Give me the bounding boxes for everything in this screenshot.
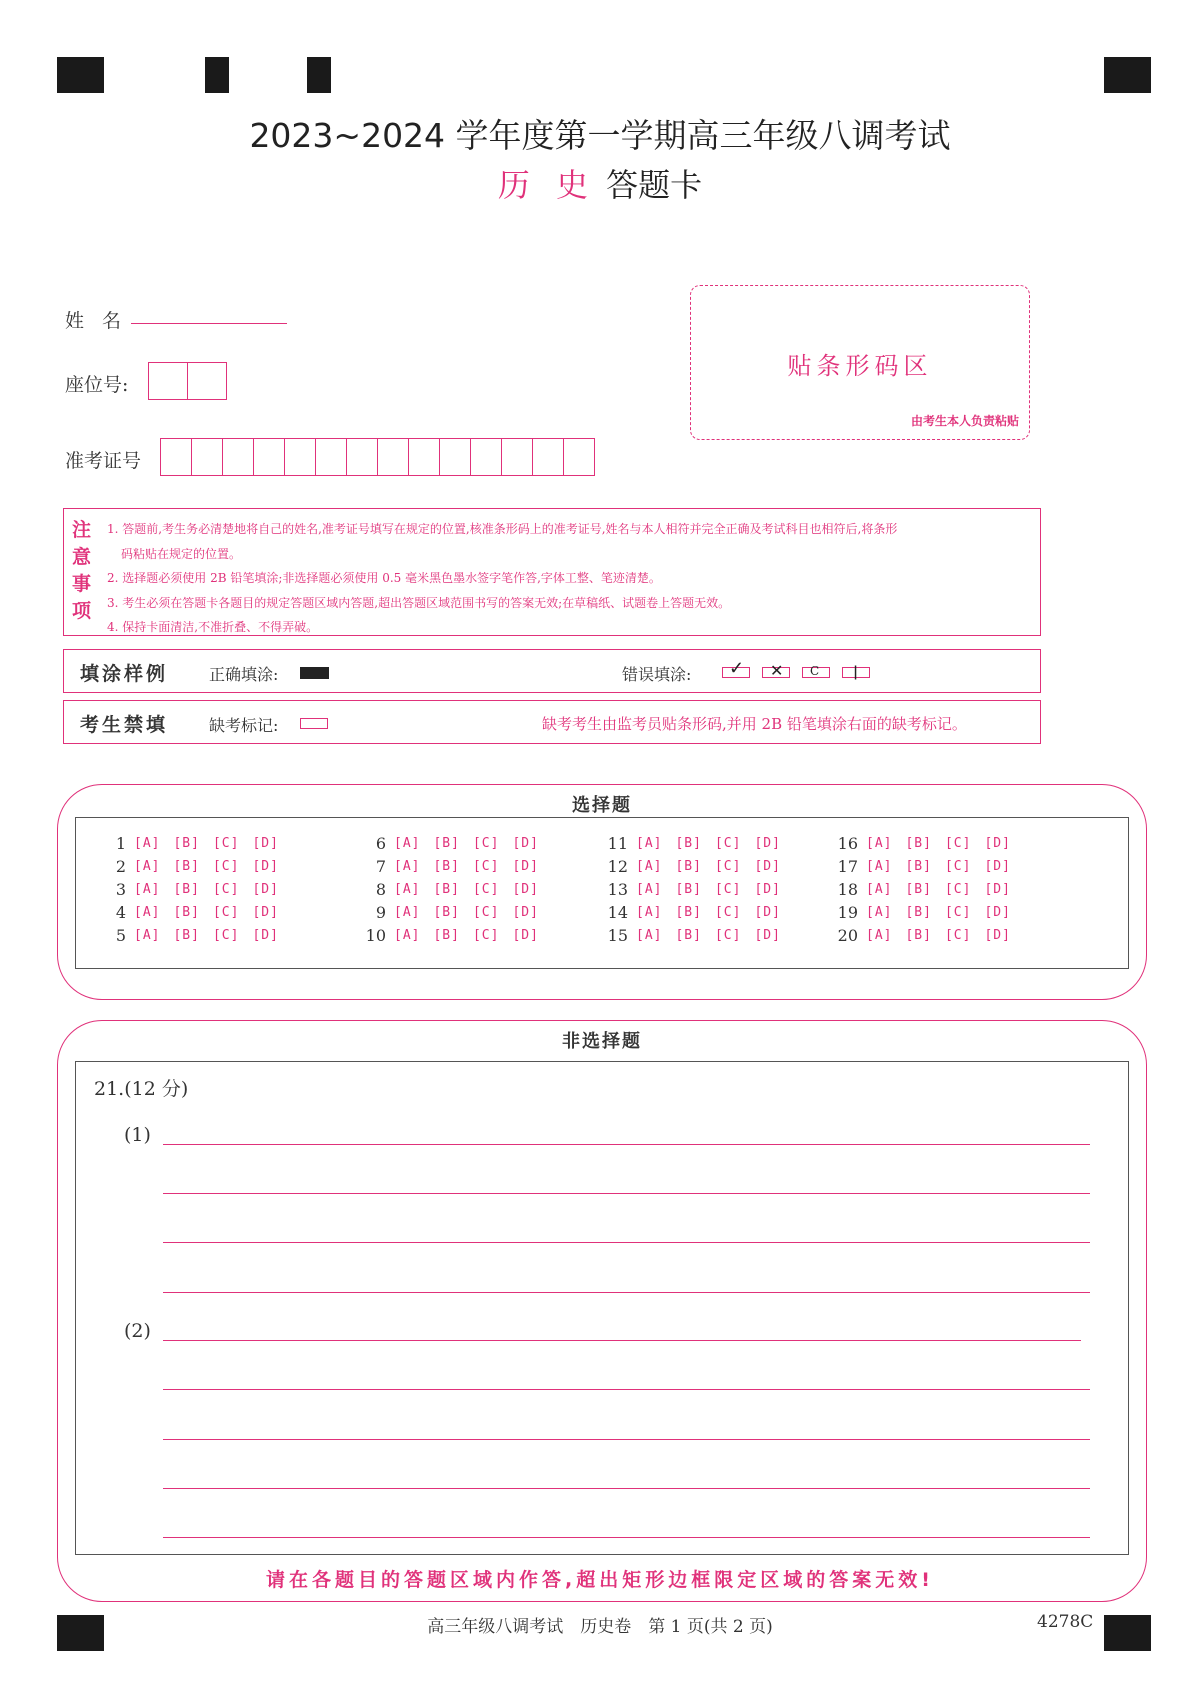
question-number: 14 (607, 903, 628, 922)
choice-row (600, 878, 794, 901)
choice-row (98, 924, 292, 947)
seat-number-boxes[interactable] (148, 362, 227, 400)
registration-mark (57, 57, 104, 93)
nonchoice-frame (75, 1061, 1129, 1555)
option-bubble[interactable]: [C] (944, 836, 972, 851)
absent-mark-box[interactable] (300, 718, 328, 729)
option-bubble[interactable]: [B] (675, 928, 702, 943)
choice-row (600, 924, 794, 947)
name-field[interactable] (131, 323, 287, 324)
question-number: 6 (375, 834, 386, 853)
option-bubble[interactable]: [C] (944, 882, 972, 897)
option-bubble[interactable]: [C] (714, 859, 742, 874)
choice-row (358, 855, 552, 878)
choice-row (830, 855, 1024, 878)
option-bubble[interactable]: [C] (212, 859, 240, 874)
note-item: 3. 考生必须在答题卡各题目的规定答题区域内答题,超出答题区域范围书写的答案无效;在草稿纸、试题卷上答题无效。 (107, 595, 731, 610)
choice-column (600, 832, 794, 947)
option-bubble[interactable]: [C] (714, 836, 742, 851)
choice-row (98, 855, 292, 878)
option-bubble[interactable]: [C] (944, 905, 972, 920)
option-bubble[interactable]: [D] (984, 859, 1011, 874)
option-bubble[interactable]: [A] (134, 928, 161, 943)
question-number: 8 (375, 880, 386, 899)
option-bubble[interactable]: [B] (905, 836, 932, 851)
correct-fill-label: 正确填涂: (209, 665, 279, 684)
option-bubble[interactable]: [C] (472, 836, 500, 851)
notes-list (107, 517, 1030, 640)
option-bubble[interactable]: [A] (866, 928, 893, 943)
question-number: 5 (115, 926, 126, 945)
nonchoice-section (57, 1020, 1147, 1602)
option-bubble[interactable]: [C] (472, 882, 500, 897)
choice-row (830, 878, 1024, 901)
question-number: 2 (115, 857, 126, 876)
option-bubble[interactable]: [C] (212, 928, 240, 943)
part-1-label: (1) (124, 1124, 151, 1146)
choice-row (98, 832, 292, 855)
registration-mark (205, 57, 229, 93)
question-number: 9 (375, 903, 386, 922)
part-2-label: (2) (124, 1320, 151, 1342)
answer-line[interactable] (163, 1439, 1090, 1440)
option-bubble[interactable]: [C] (472, 905, 500, 920)
page-title: 2023~2024 学年度第一学期高三年级八调考试 (249, 116, 951, 155)
option-bubble[interactable]: [B] (675, 905, 702, 920)
question-21-label: 21.(12 分) (94, 1078, 189, 1100)
choice-row (358, 901, 552, 924)
option-bubble[interactable]: [B] (173, 905, 200, 920)
option-bubble[interactable]: [B] (905, 928, 932, 943)
option-bubble[interactable]: [C] (944, 928, 972, 943)
option-bubble[interactable]: [B] (433, 836, 460, 851)
absent-note: 缺考考生由监考员贴条形码,并用 2B 铅笔填涂右面的缺考标记。 (542, 715, 967, 733)
option-bubble[interactable]: [B] (905, 905, 932, 920)
option-bubble[interactable]: [B] (675, 836, 702, 851)
option-bubble[interactable]: [A] (636, 928, 663, 943)
option-bubble[interactable]: [A] (636, 859, 663, 874)
question-number: 13 (607, 880, 628, 899)
sample-heading: 填涂样例 (80, 663, 169, 685)
registration-mark (307, 57, 331, 93)
barcode-area (690, 285, 1030, 440)
choice-row (600, 832, 794, 855)
option-bubble[interactable]: [A] (394, 882, 421, 897)
option-bubble[interactable]: [D] (754, 859, 781, 874)
note-item: 1. 答题前,考生务必清楚地将自己的姓名,准考证号填写在规定的位置,核准条形码上的准考证号,姓名与本人相符并完全正确及考试科目也相符后,将条形 (107, 522, 898, 536)
nonchoice-title: 非选择题 (562, 1031, 642, 1052)
option-bubble[interactable]: [B] (905, 882, 932, 897)
option-bubble[interactable]: [C] (714, 928, 742, 943)
option-bubble[interactable]: [A] (866, 836, 893, 851)
choice-row (98, 878, 292, 901)
option-bubble[interactable]: [D] (252, 836, 279, 851)
option-bubble[interactable]: [B] (173, 882, 200, 897)
choice-row (358, 924, 552, 947)
form-code: 4278C (1037, 1612, 1094, 1632)
option-bubble[interactable]: [D] (754, 905, 781, 920)
choice-row (830, 901, 1024, 924)
barcode-title: 贴条形码区 (787, 352, 933, 380)
wrong-fill-label: 错误填涂: (622, 665, 692, 684)
option-bubble[interactable]: [C] (714, 905, 742, 920)
wrong-fill-sample: C (802, 667, 830, 678)
option-bubble[interactable]: [B] (173, 836, 200, 851)
option-bubble[interactable]: [B] (433, 882, 460, 897)
option-bubble[interactable]: [D] (512, 836, 539, 851)
option-bubble[interactable]: [D] (984, 836, 1011, 851)
boundary-warning: 请在各题目的答题区域内作答,超出矩形边框限定区域的答案无效! (266, 1569, 934, 1591)
barcode-note: 由考生本人负责粘贴 (910, 414, 1019, 428)
option-bubble[interactable]: [C] (472, 859, 500, 874)
option-bubble[interactable]: [B] (173, 859, 200, 874)
restricted-heading: 考生禁填 (80, 714, 169, 736)
option-bubble[interactable]: [D] (984, 905, 1011, 920)
choice-row (358, 832, 552, 855)
correct-fill-sample (300, 667, 329, 679)
page-subtitle (0, 160, 1200, 206)
option-bubble[interactable]: [D] (984, 882, 1011, 897)
option-bubble[interactable]: [B] (433, 928, 460, 943)
option-bubble[interactable]: [A] (394, 859, 421, 874)
question-number: 12 (607, 857, 628, 876)
question-number: 1 (115, 834, 126, 853)
option-bubble[interactable]: [A] (394, 836, 421, 851)
answer-line[interactable] (163, 1537, 1090, 1538)
option-bubble[interactable]: [B] (433, 859, 460, 874)
question-number: 7 (375, 857, 386, 876)
question-number: 4 (115, 903, 126, 922)
notes-heading: 注 意 事 项 (72, 519, 92, 622)
choice-row (358, 878, 552, 901)
page-footer: 高三年级八调考试 历史卷 第 1 页(共 2 页) (427, 1617, 773, 1637)
option-bubble[interactable]: [A] (134, 859, 161, 874)
name-label: 姓 名 (65, 310, 128, 332)
option-bubble[interactable]: [C] (472, 928, 500, 943)
question-number: 16 (837, 834, 858, 853)
choice-column (830, 832, 1024, 947)
option-bubble[interactable]: [D] (512, 905, 539, 920)
option-bubble[interactable]: [A] (636, 882, 663, 897)
question-number: 17 (837, 857, 858, 876)
option-bubble[interactable]: [D] (754, 882, 781, 897)
choice-row (600, 901, 794, 924)
option-bubble[interactable]: [A] (134, 836, 161, 851)
question-number: 19 (837, 903, 858, 922)
option-bubble[interactable]: [A] (866, 882, 893, 897)
note-item: 4. 保持卡面清洁,不准折叠、不得弄破。 (107, 620, 319, 634)
choice-row (98, 901, 292, 924)
option-bubble[interactable]: [C] (714, 882, 742, 897)
option-bubble[interactable]: [D] (252, 905, 279, 920)
option-bubble[interactable]: [A] (866, 905, 893, 920)
option-bubble[interactable]: [D] (512, 928, 539, 943)
option-bubble[interactable]: [A] (866, 859, 893, 874)
option-bubble[interactable]: [B] (675, 882, 702, 897)
option-bubble[interactable]: [A] (394, 905, 421, 920)
option-bubble[interactable]: [D] (252, 882, 279, 897)
subject-label: 历 史 (497, 166, 596, 204)
question-number: 11 (607, 834, 628, 853)
option-bubble[interactable]: [B] (675, 859, 702, 874)
answer-line[interactable] (163, 1488, 1090, 1489)
option-bubble[interactable]: [B] (173, 928, 200, 943)
restricted-row (63, 700, 1041, 744)
choice-title: 选择题 (572, 795, 632, 816)
option-bubble[interactable]: [B] (905, 859, 932, 874)
sample-row (63, 649, 1041, 693)
option-bubble[interactable]: [C] (212, 882, 240, 897)
answer-line[interactable] (163, 1144, 1090, 1145)
choice-row (830, 924, 1024, 947)
registration-mark (1104, 57, 1151, 93)
note-item: 2. 选择题必须使用 2B 铅笔填涂;非选择题必须使用 0.5 毫米黑色墨水签字笔作答,字体工整、笔迹清楚。 (107, 571, 661, 585)
option-bubble[interactable]: [D] (512, 882, 539, 897)
option-bubble[interactable]: [A] (134, 882, 161, 897)
option-bubble[interactable]: [D] (984, 928, 1011, 943)
question-number: 15 (607, 926, 628, 945)
answer-line[interactable] (163, 1242, 1090, 1243)
notes-box (63, 508, 1041, 636)
exam-id-label: 准考证号 (65, 450, 142, 472)
exam-id-boxes[interactable] (160, 438, 595, 476)
option-bubble[interactable]: [D] (754, 836, 781, 851)
wrong-fill-sample: ✕ (762, 667, 790, 678)
choice-column (358, 832, 552, 947)
choice-column (98, 832, 292, 947)
note-item: 码粘贴在规定的位置。 (121, 546, 242, 561)
question-number: 20 (837, 926, 858, 945)
option-bubble[interactable]: [A] (636, 905, 663, 920)
option-bubble[interactable]: [C] (212, 836, 240, 851)
card-label: 答题卡 (606, 166, 703, 204)
wrong-fill-sample: ✓ (722, 667, 750, 678)
question-number: 10 (365, 926, 386, 945)
answer-line[interactable] (163, 1193, 1090, 1194)
option-bubble[interactable]: [B] (433, 905, 460, 920)
wrong-fill-sample: | (842, 667, 870, 678)
option-bubble[interactable]: [D] (252, 928, 279, 943)
option-bubble[interactable]: [A] (394, 928, 421, 943)
choice-row (600, 855, 794, 878)
absent-label: 缺考标记: (209, 716, 279, 735)
option-bubble[interactable]: [D] (754, 928, 781, 943)
question-number: 18 (837, 880, 858, 899)
option-bubble[interactable]: [A] (134, 905, 161, 920)
answer-line[interactable] (163, 1340, 1081, 1341)
question-number: 3 (115, 880, 126, 899)
answer-line[interactable] (163, 1292, 1090, 1293)
option-bubble[interactable]: [C] (944, 859, 972, 874)
answer-line[interactable] (163, 1389, 1090, 1390)
seat-label: 座位号: (65, 374, 129, 396)
choice-row (830, 832, 1024, 855)
option-bubble[interactable]: [D] (512, 859, 539, 874)
option-bubble[interactable]: [C] (212, 905, 240, 920)
option-bubble[interactable]: [D] (252, 859, 279, 874)
option-bubble[interactable]: [A] (636, 836, 663, 851)
